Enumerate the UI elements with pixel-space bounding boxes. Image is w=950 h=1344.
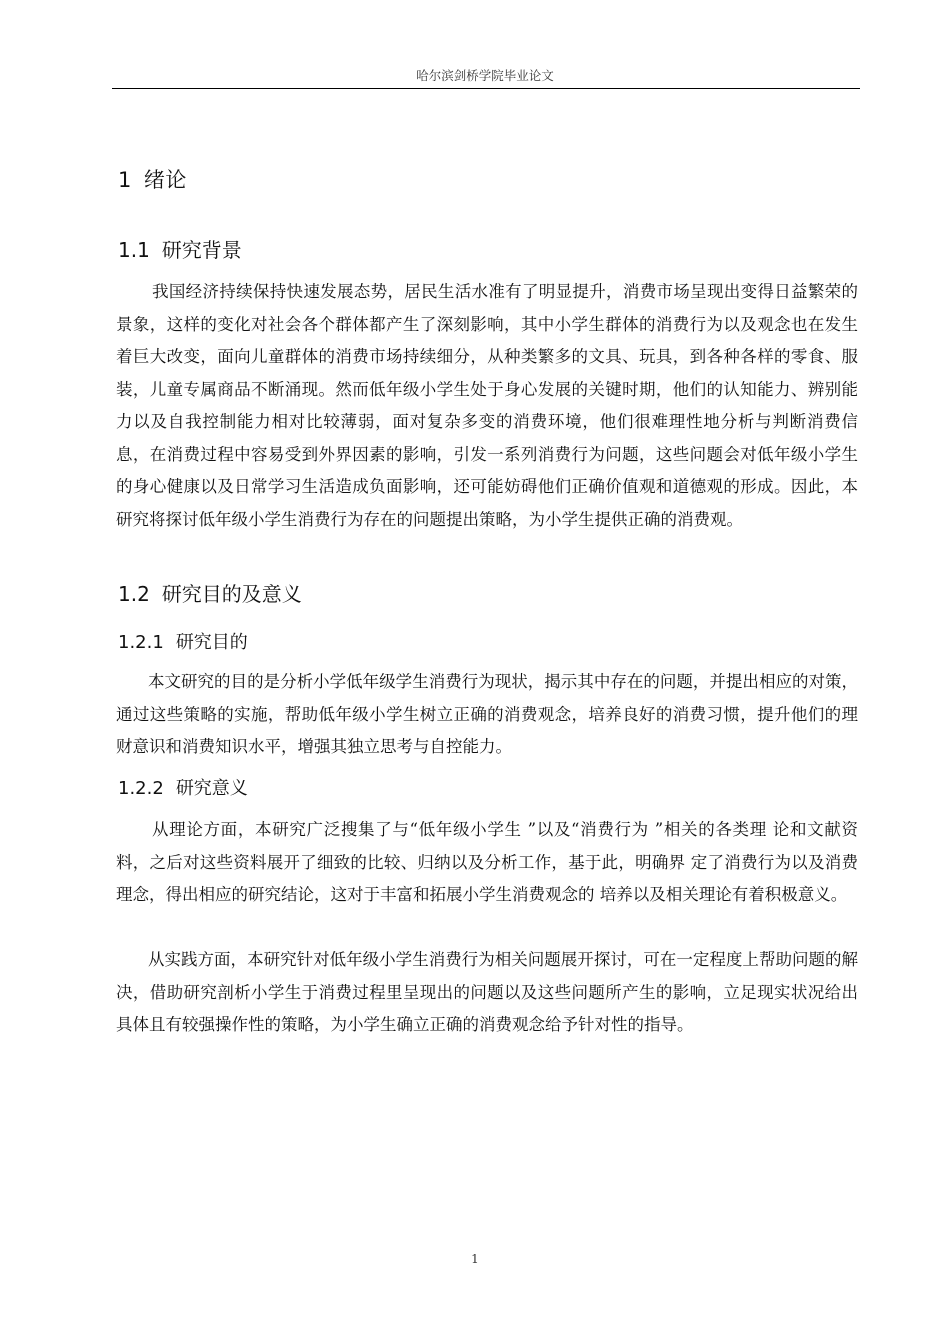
subsection-number: 1.2.2 [118,778,164,799]
purpose-paragraph: 本文研究的目的是分析小学低年级学生消费行为现状，揭示其中存在的问题，并提出相应的对策，通过这些策略的实施，帮助低年级小学生树立正确的消费观念，培养良好的消费习惯，提升他们的理财意识和消费知识水平，增强其独立思考与自控能力。 [116,672,858,756]
chapter-title: 绪论 [143,168,187,192]
running-header: 哈尔滨剑桥学院毕业论文 [416,68,554,83]
section-title: 研究目的及意义 [161,582,302,606]
section-title: 研究背景 [161,238,242,262]
section-number: 1.2 [118,582,150,606]
section-number: 1.1 [118,238,150,262]
subsection-title: 研究意义 [175,778,248,799]
subsection-heading-1-2-1 [118,628,248,654]
chapter-heading [118,164,187,194]
subsection-number: 1.2.1 [118,632,164,653]
chapter-number: 1 [118,168,132,192]
section-heading-1-1 [118,234,242,263]
subsection-title: 研究目的 [175,632,248,653]
background-paragraph: 我国经济持续保持快速发展态势，居民生活水准有了明显提升，消费市场呈现出变得日益繁荣的景象，这样的变化对社会各个群体都产生了深刻影响，其中小学生群体的消费行为以及观念也在发生着巨大改变，面向儿童群体的消费市场持续细分，从种类繁多的文具、玩具，到各种各样的零食、服装，儿童专属商品不断涌现。然而低年级小学生处于身心发展的关键时期，他们的认知能力、辨别能力以及自我控制能力相对比较薄弱，面对复杂多变的消费环境，他们很难理性地分析与判断消费信息，在消费过程中容易受到外界因素的影响，引发一系列消费行为问题，这些问题会对低年级小学生的身心健康以及日常学习生活造成负面影响，还可能妨碍他们正确价值观和道德观的形成。因此，本研究将探讨低年级小学生消费行为存在的问题提出策略，为小学生提供正确的消费观。 [116,282,858,529]
page-number: 1 [471,1252,479,1266]
significance-practice-paragraph: 从实践方面，本研究针对低年级小学生消费行为相关问题展开探讨，可在一定程度上帮助问题的解决，借助研究剖析小学生于消费过程里呈现出的问题以及这些问题所产生的影响，立足现实状况给出具体且有较强操作性的策略，为小学生确立正确的消费观念给予针对性的指导。 [116,950,858,1034]
subsection-heading-1-2-2 [118,774,248,800]
section-heading-1-2 [118,578,302,607]
header-rule [112,88,860,89]
significance-theory-paragraph: 从理论方面，本研究广泛搜集了与“低年级小学生 ”以及“消费行为 ”相关的各类理 论和文献资料，之后对这些资料展开了细致的比较、归纳以及分析工作，基于此，明确界 定了消费行为以及消费理念，得出相应的研究结论，这对于丰富和拓展小学生消费观念的 培养以及相关理论有着积极意义。 [116,820,858,904]
